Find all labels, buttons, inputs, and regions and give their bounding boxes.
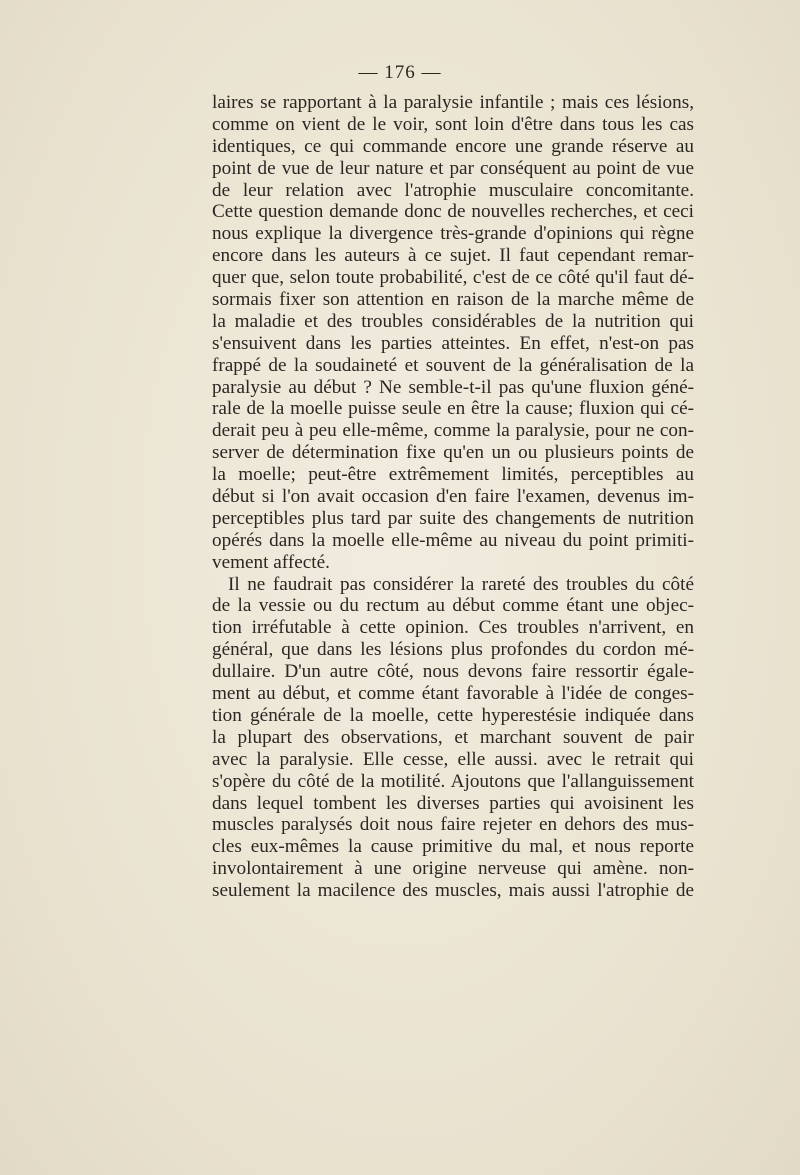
text-line: tion générale de la moelle, cette hyperestésie indiquée dans (212, 704, 694, 726)
page-number: — 176 — (358, 62, 442, 83)
text-line: perceptibles plus tard par suite des changements de nutrition (212, 507, 694, 529)
text-line: point de vue de leur nature et par conséquent au point de vue (212, 157, 694, 179)
text-line: laires se rapportant à la paralysie infantile ; mais ces lésions, (212, 92, 694, 113)
text-line: cles eux-mêmes la cause primitive du mal, et nous reporte (212, 836, 694, 858)
text-line: de la vessie ou du rectum au début comme étant une objec- (212, 595, 694, 617)
text-line: frappé de la soudaineté et souvent de la généralisation de la (212, 354, 694, 376)
text-line: rale de la moelle puisse seule en être la cause; fluxion qui cé- (212, 398, 694, 420)
text-line: la plupart des observations, et marchant souvent de pair (212, 726, 694, 748)
paragraph-end-line: vement affecté. (212, 551, 330, 573)
text-line: s'opère du côté de la motilité. Ajoutons que l'allanguissement (212, 770, 694, 792)
text-line: quer que, selon toute probabilité, c'est de ce côté qu'il faut dé- (212, 267, 694, 289)
text-line: ment au début, et comme étant favorable à l'idée de conges- (212, 683, 694, 705)
text-line: avec la paralysie. Elle cesse, elle aussi. avec le retrait qui (212, 748, 694, 770)
text-line: paralysie au début ? Ne semble-t-il pas qu'une fluxion géné- (212, 376, 694, 398)
text-line: Cette question demande donc de nouvelles recherches, et ceci (212, 201, 694, 223)
text-line: la maladie et des troubles considérables de la nutrition qui (212, 310, 694, 332)
text-line: derait peu à peu elle-même, comme la paralysie, pour ne con- (212, 420, 694, 442)
text-line: involontairement à une origine nerveuse qui amène. non- (212, 858, 694, 880)
text-line: seulement la macilence des muscles, mais aussi l'atrophie de (212, 880, 694, 902)
text-line: de leur relation avec l'atrophie musculaire concomitante. (212, 179, 694, 201)
text-line: début si l'on avait occasion d'en faire l'examen, devenus im- (212, 486, 694, 508)
text-line: s'ensuivent dans les parties atteintes. En effet, n'est-on pas (212, 332, 694, 354)
paragraph-start-line: Il ne faudrait pas considérer la rareté des troubles du côté (228, 573, 694, 595)
text-line: sormais fixer son attention en raison de la marche même de (212, 289, 694, 311)
text-line: tion irréfutable à cette opinion. Ces troubles n'arrivent, en (212, 617, 694, 639)
text-line: dullaire. D'un autre côté, nous devons faire ressortir égale- (212, 661, 694, 683)
text-line: identiques, ce qui commande encore une grande réserve au (212, 135, 694, 157)
body-text (212, 92, 694, 902)
text-line: nous explique la divergence très-grande d'opinions qui règne (212, 223, 694, 245)
text-line: dans lequel tombent les diverses parties qui avoisinent les (212, 792, 694, 814)
text-line: opérés dans la moelle elle-même au niveau du point primiti- (212, 529, 694, 551)
text-line: muscles paralysés doit nous faire rejeter en dehors des mus- (212, 814, 694, 836)
text-line: général, que dans les lésions plus profondes du cordon mé- (212, 639, 694, 661)
text-line: server de détermination fixe qu'en un ou plusieurs points de (212, 442, 694, 464)
text-line: comme on vient de le voir, sont loin d'être dans tous les cas (212, 113, 694, 135)
text-line: encore dans les auteurs à ce sujet. Il faut cependant remar- (212, 245, 694, 267)
text-line: la moelle; peut-être extrêmement limités, perceptibles au (212, 464, 694, 486)
